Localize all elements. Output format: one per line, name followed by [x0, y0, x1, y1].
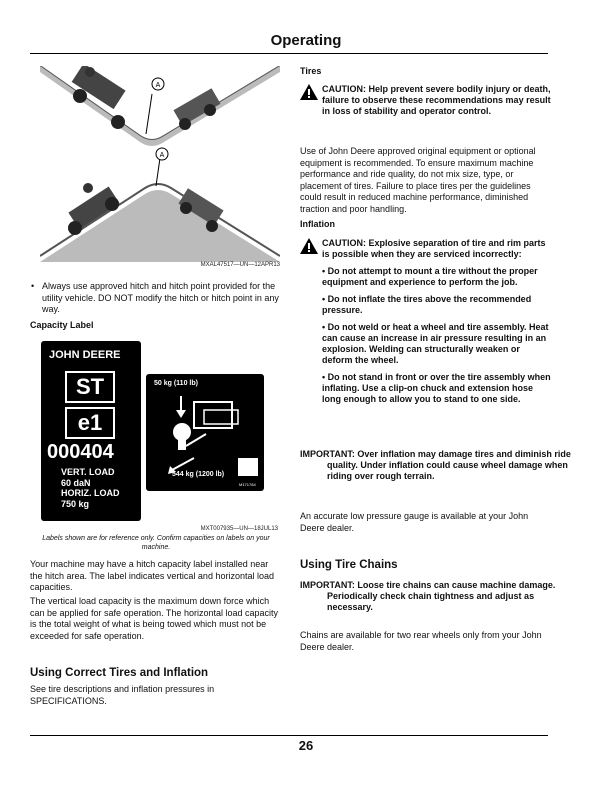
tires-inflation-heading: Using Correct Tires and Inflation — [30, 667, 209, 679]
inflation-caution — [322, 238, 552, 411]
tire-chains-heading: Using Tire Chains — [300, 559, 398, 571]
horiz-load-label: HORIZ. LOAD — [61, 488, 120, 498]
inflation-caution-intro: CAUTION: Explosive separation of tire and rim parts is possible when they are serviced incorrectly: — [322, 238, 546, 259]
page-title: Operating — [270, 32, 342, 49]
caution-item-mount: • Do not attempt to mount a tire without the proper equipment and experience to perform the job. — [322, 266, 538, 287]
trailer-top-icon — [173, 88, 220, 130]
slope-illustration — [40, 66, 280, 262]
capacity-caption: MXT007935—UN—18JUL13 — [200, 526, 278, 532]
tire-chains-important: IMPORTANT: Loose tire chains can cause machine damage. Periodically check chain tightness and adjust as necessary. — [300, 580, 556, 612]
footer-rule — [30, 735, 548, 736]
capacity-label-left — [41, 341, 141, 521]
figure1-caption: MXAL47517—UN—12APR13 — [200, 262, 280, 268]
tires-inflation-text: See tire descriptions and inflation pressures in SPECIFICATIONS. — [30, 684, 215, 706]
warning-triangle-icon — [300, 84, 318, 100]
caution-item-overinflate: • Do not inflate the tires above the recommended pressure. — [322, 294, 532, 315]
inflation-heading: Inflation — [300, 219, 335, 229]
caution-item-weld: • Do not weld or heat a wheel and tire assembly. Heat can cause an increase in air pressure resulting in an explosion. Welding can structurally weaken or deform the wheel. — [322, 322, 549, 365]
hitch-label-paragraph: Your machine may have a hitch capacity label installed near the hitch area. The label indicates vertical and horizontal load capacities. — [30, 559, 274, 592]
approval-number: 000404 — [47, 441, 114, 463]
capacity-label-right — [146, 374, 264, 491]
hitch-bullet: • Always use approved hitch and hitch point provided for the utility vehicle. DO NOT modify the hitch or hitch point in any way. — [30, 281, 282, 316]
vert-load-label: VERT. LOAD — [61, 467, 115, 477]
pressure-gauge-text: An accurate low pressure gauge is available at your John Deere dealer. — [300, 511, 529, 533]
horiz-load-value: 750 kg — [61, 498, 90, 509]
page-number: 26 — [298, 738, 314, 753]
callout-a-bottom: A — [159, 152, 165, 159]
brand-name: JOHN DEERE — [49, 349, 121, 361]
header-rule — [30, 53, 548, 54]
callout-a-top: A — [155, 82, 161, 89]
st-mark: ST — [65, 371, 115, 403]
part-code: M171784 — [239, 482, 256, 487]
horizontal-weight: 544 kg (1200 lb) — [172, 471, 225, 478]
load-capacity-paragraph: The vertical load capacity is the maximum down force which can be applied for safe operation. The horizontal load capacity is the total weight of what is being towed which must not be exceeded for safe operation. — [30, 596, 278, 641]
e1-mark: e1 — [65, 407, 115, 439]
caution-item-stand: • Do not stand in front or over the tire assembly when inflating. Use a clip-on chuck and extension hose long enough to allow you to stand to one side. — [322, 372, 551, 404]
tires-paragraph: Use of John Deere approved original equipment or optional equipment is recommended. To ensure maximum machine performance and ride quality, do not mix size, type, or placement of tires. Failure to place tires per the guidelines could result in reduced machine performance, diminished traction and poor handling. — [300, 146, 536, 214]
hitch-bullet-list — [30, 281, 282, 316]
tire-chains-text: Chains are available for two rear wheels only from your John Deere dealer. — [300, 630, 542, 652]
tires-heading: Tires — [300, 66, 322, 76]
vertical-weight: 50 kg (110 lb) — [154, 380, 198, 387]
vert-load-value: 60 daN — [61, 477, 91, 488]
tires-caution: CAUTION: Help prevent severe bodily injury or death, failure to observe these recommendations may result in loss of stability and operator control. — [322, 84, 551, 116]
tractor-top-icon — [72, 66, 126, 129]
warning-triangle-icon — [300, 238, 318, 254]
capacity-label-heading: Capacity Label — [30, 320, 94, 330]
inflation-important: IMPORTANT: Over inflation may damage tires and diminish ride quality. Under inflation could cause wheel damage when riding over rough terrain. — [300, 449, 571, 481]
capacity-note: Labels shown are for reference only. Confirm capacities on labels on your machine. — [42, 535, 270, 551]
